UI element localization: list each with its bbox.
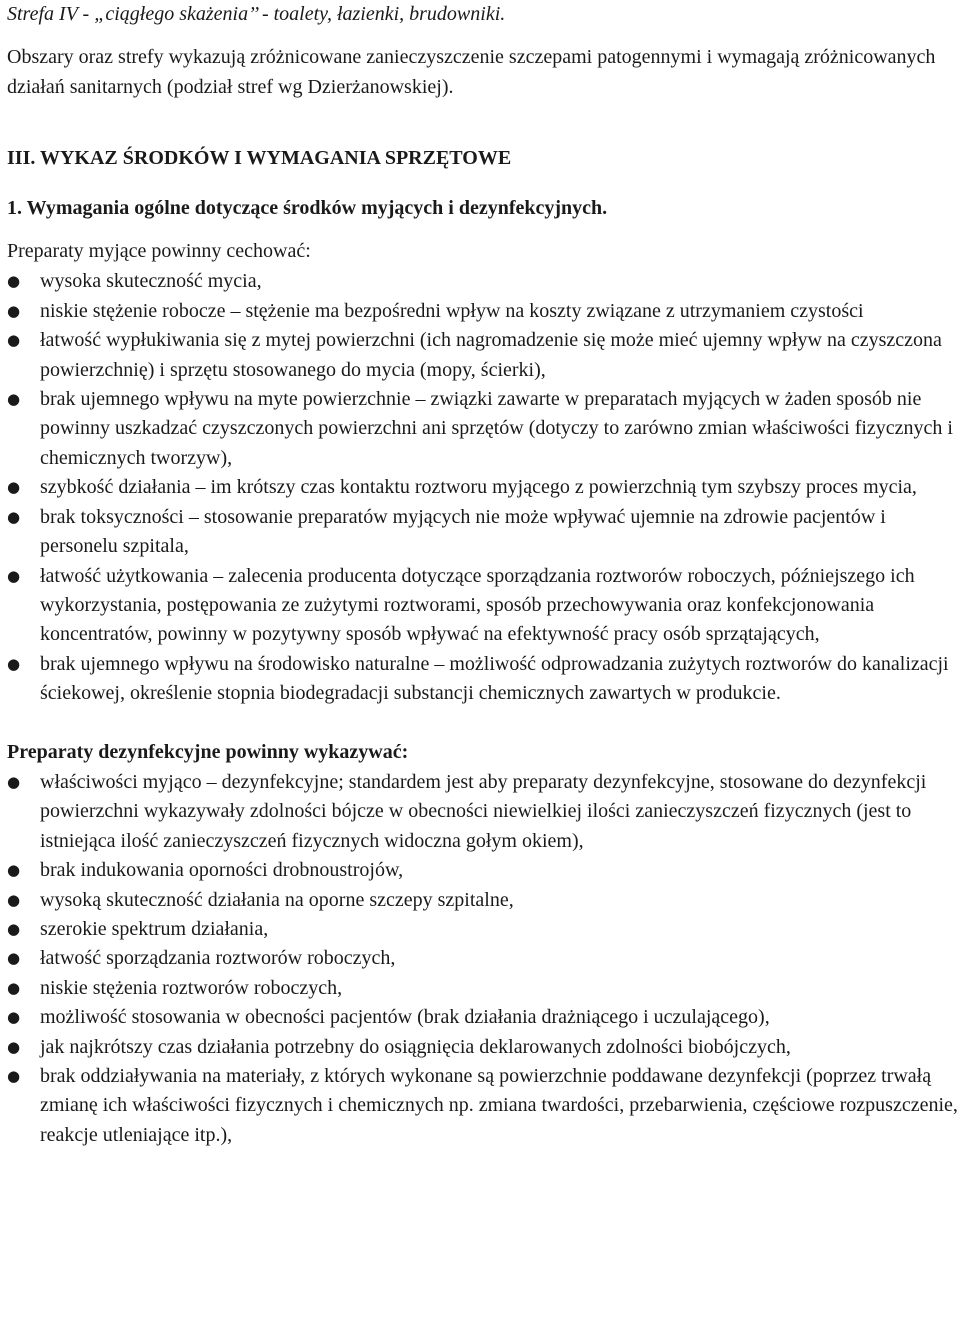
- list-item-text: szerokie spektrum działania,: [40, 917, 269, 940]
- list-item: [7, 267, 959, 296]
- bullet-icon: ●: [7, 301, 21, 320]
- washing-list: [7, 267, 959, 708]
- bullet-icon: ●: [7, 390, 21, 409]
- bullet-icon: ●: [7, 507, 21, 526]
- list-item: [7, 326, 959, 385]
- list-item-text: wysoką skuteczność działania na oporne szczepy szpitalne,: [40, 888, 514, 911]
- bullet-icon: ●: [7, 919, 21, 938]
- list-item: [7, 768, 959, 856]
- list-item-text: brak indukowania oporności drobnoustrojów,: [40, 859, 404, 882]
- list-item-text: możliwość stosowania w obecności pacjentów (brak działania drażniącego i uczulającego),: [40, 1006, 770, 1029]
- bullet-icon: ●: [7, 566, 21, 585]
- list-item-text: brak toksyczności – stosowanie preparatów myjących nie może wpływać ujemnie na zdrowie pacjentów i personelu szpitala,: [40, 505, 886, 558]
- disinfection-list-title: Preparaty dezynfekcyjne powinny wykazywać:: [7, 740, 409, 763]
- bullet-icon: ●: [7, 890, 21, 909]
- list-item: [7, 650, 959, 709]
- list-item-text: niskie stężenia roztworów roboczych,: [40, 976, 343, 999]
- list-item-text: jak najkrótszy czas działania potrzebny do osiągnięcia deklarowanych zdolności biobójczych,: [40, 1035, 791, 1058]
- list-item: [7, 385, 959, 473]
- bullet-icon: ●: [7, 331, 21, 350]
- section-heading: III. WYKAZ ŚRODKÓW I WYMAGANIA SPRZĘTOWE: [7, 147, 512, 170]
- disinfection-list: [7, 768, 959, 1150]
- bullet-icon: ●: [7, 272, 21, 291]
- document-page: [7, 0, 959, 1150]
- list-item-text: niskie stężenie robocze – stężenie ma bezpośredni wpływ na koszty związane z utrzymaniem czystości: [40, 299, 864, 322]
- list-item: [7, 473, 959, 502]
- list-item: [7, 915, 959, 944]
- bullet-icon: ●: [7, 772, 21, 791]
- list-item: [7, 974, 959, 1003]
- list-item-text: brak oddziaływania na materiały, z których wykonane są powierzchnie poddawane dezynfekcji (poprzez trwałą zmianę ich właściwości fizycznych i chemicznych np. zmiana twardości, przebarwienia, częściowe rozpuszczenie, reakcje utleniające itp.),: [40, 1065, 958, 1146]
- list-item-text: szybkość działania – im krótszy czas kontaktu roztworu myjącego z powierzchnią tym szybszy proces mycia,: [40, 476, 917, 499]
- zone-line: Strefa IV - „ciągłego skażenia’’ - toalety, łazienki, brudowniki.: [7, 3, 506, 25]
- list-item-text: łatwość sporządzania roztworów roboczych,: [40, 947, 396, 970]
- bullet-icon: ●: [7, 478, 21, 497]
- list-item: [7, 1033, 959, 1062]
- bullet-icon: ●: [7, 654, 21, 673]
- list-item: [7, 1062, 959, 1150]
- list-item: [7, 856, 959, 885]
- list-item-text: łatwość użytkowania – zalecenia producenta dotyczące sporządzania roztworów roboczych, późniejszego ich wykorzystania, postępowania ze zużytymi roztworami, sposób przechowywania oraz konfekcjonowania koncentratów, powinny w pozytywny sposób wpływać na efektywność pracy osób sprzątających,: [40, 564, 915, 646]
- bullet-icon: ●: [7, 1008, 21, 1027]
- bullet-icon: ●: [7, 949, 21, 968]
- washing-list-title: Preparaty myjące powinny cechować:: [7, 240, 311, 263]
- list-item-text: brak ujemnego wpływu na myte powierzchnie – związki zawarte w preparatach myjących w żaden sposób nie powinny uszkadzać czyszczonych powierzchni ani sprzętów (dotyczy to zarówno zmian właściwości fizycznych i chemicznych tworzyw),: [40, 388, 953, 469]
- list-item: [7, 1003, 959, 1032]
- bullet-icon: ●: [7, 1067, 21, 1085]
- list-item-text: brak ujemnego wpływu na środowisko naturalne – możliwość odprowadzania zużytych roztworów do kanalizacji ściekowej, określenie stopnia biodegradacji substancji chemicznych zawartych w produkcie.: [40, 652, 949, 705]
- list-item-text: łatwość wypłukiwania się z mytej powierzchni (ich nagromadzenie się może mieć ujemny wpływ na czyszczona powierzchnię) i sprzętu stosowanego do mycia (mopy, ścierki),: [40, 329, 942, 381]
- intro-paragraph: Obszary oraz strefy wykazują zróżnicowane zanieczyszczenie szczepami patogennymi i wymagają zróżnicowanych działań sanitarnych (podział stref wg Dzierżanowskiej).: [7, 46, 936, 98]
- bullet-icon: ●: [7, 861, 21, 880]
- list-item-text: wysoka skuteczność mycia,: [40, 270, 262, 293]
- list-item: [7, 944, 959, 973]
- list-item: [7, 503, 959, 562]
- list-item-text: właściwości myjąco – dezynfekcyjne; standardem jest aby preparaty dezynfekcyjne, stosowane do dezynfekcji powierzchni wykazywały zdolności bójcze w obecności niewielkiej ilości zanieczyszczeń fizycznych (jest to istniejąca ilość zanieczyszczeń fizycznych widoczna gołym okiem),: [40, 770, 927, 852]
- list-item: [7, 886, 959, 915]
- sub-heading: 1. Wymagania ogólne dotyczące środków myjących i dezynfekcyjnych.: [7, 196, 608, 219]
- list-item: [7, 297, 959, 326]
- list-item: [7, 562, 959, 650]
- bullet-icon: ●: [7, 978, 21, 997]
- bullet-icon: ●: [7, 1037, 21, 1056]
